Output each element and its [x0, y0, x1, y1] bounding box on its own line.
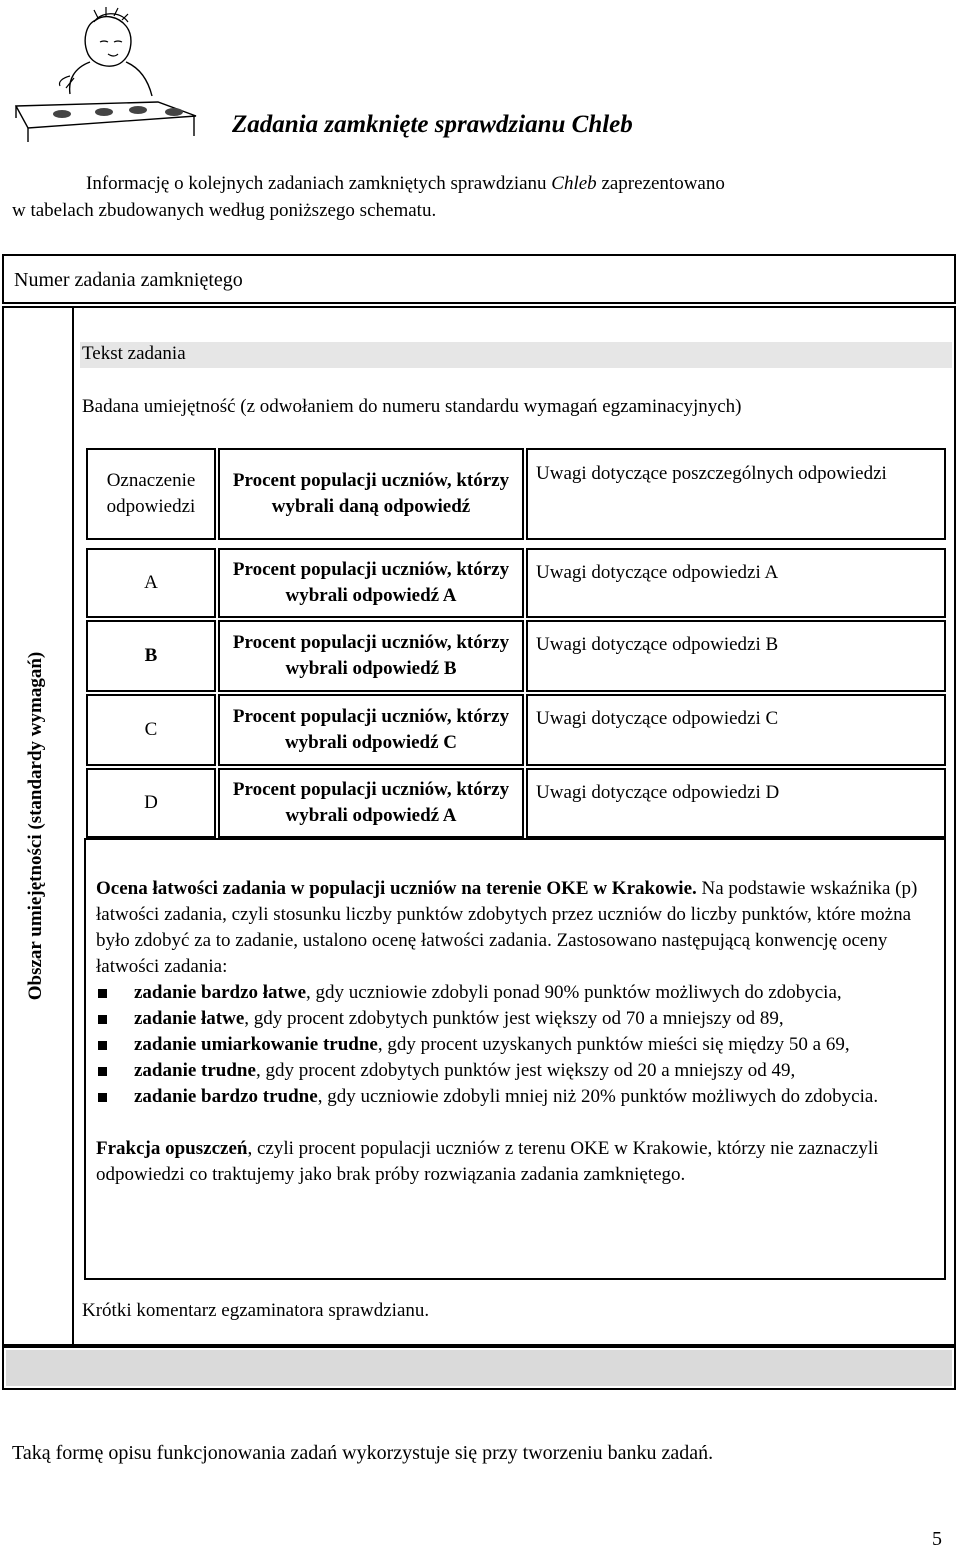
difficulty-paragraph: Ocena łatwości zadania w populacji uczniów na terenie OKE w Krakowie. Na podstawie wskaźnika (p) łatwości zadania, czyli stosunku liczby punktów zdobytych przez uczniów do liczby punktów, które można było zdobyć za to zadanie, ustalono ocenę łatwości zadania. Zastosowano następującą konwencję oceny łatwości zadania:	[96, 878, 918, 977]
difficulty-info-box	[84, 838, 946, 1280]
tested-skill-label: Badana umiejętność (z odwołaniem do numeru standardu wymagań egzaminacyjnych)	[82, 396, 742, 417]
square-bullet-icon	[98, 1067, 107, 1076]
task-text-band	[80, 342, 952, 368]
answer-percent: Procent populacji uczniów, którzy wybrali odpowiedź C	[218, 694, 524, 766]
child-illustration	[8, 6, 218, 146]
comment-band	[2, 1346, 956, 1390]
task-text-label: Tekst zadania	[82, 343, 186, 364]
list-item: zadanie łatwe, gdy procent zdobytych punktów jest większy od 70 a mniejszy od 89,	[96, 1006, 936, 1032]
header-answer-code: Oznaczenie odpowiedzi	[86, 448, 216, 540]
difficulty-scale-list	[96, 980, 936, 1110]
task-number-label: Numer zadania zamkniętego	[14, 269, 243, 291]
square-bullet-icon	[98, 1093, 107, 1102]
list-item: zadanie bardzo trudne, gdy uczniowie zdobyli mniej niż 20% punktów możliwych do zdobycia.	[96, 1084, 936, 1110]
closing-sentence: Taką formę opisu funkcjonowania zadań wykorzystuje się przy tworzeniu banku zadań.	[12, 1442, 714, 1464]
task-number-row	[2, 254, 956, 304]
header-percent: Procent populacji uczniów, którzy wybrali daną odpowiedź	[218, 448, 524, 540]
answer-remarks: Uwagi dotyczące odpowiedzi D	[526, 768, 946, 838]
list-item: zadanie bardzo łatwe, gdy uczniowie zdobyli ponad 90% punktów możliwych do zdobycia,	[96, 980, 936, 1006]
page-title: Zadania zamknięte sprawdzianu Chleb	[232, 111, 633, 138]
answer-remarks: Uwagi dotyczące odpowiedzi A	[526, 548, 946, 618]
square-bullet-icon	[98, 989, 107, 998]
square-bullet-icon	[98, 1015, 107, 1024]
examiner-comment-label: Krótki komentarz egzaminatora sprawdzianu.	[82, 1300, 430, 1321]
answer-letter: A	[86, 548, 216, 618]
square-bullet-icon	[98, 1041, 107, 1050]
answer-percent: Procent populacji uczniów, którzy wybrali odpowiedź B	[218, 620, 524, 692]
answer-remarks: Uwagi dotyczące odpowiedzi C	[526, 694, 946, 766]
omission-paragraph: Frakcja opuszczeń, czyli procent populacji uczniów z terenu OKE w Krakowie, którzy nie zaznaczyli odpowiedzi co traktujemy jako brak próby rozwiązania zadania zamkniętego.	[96, 1138, 879, 1185]
answer-letter: D	[86, 768, 216, 838]
header-remarks: Uwagi dotyczące poszczególnych odpowiedzi	[526, 448, 946, 540]
answer-percent: Procent populacji uczniów, którzy wybrali odpowiedź A	[218, 768, 524, 838]
page-number: 5	[932, 1528, 942, 1550]
intro-paragraph: Informację o kolejnych zadaniach zamkniętych sprawdzianu Chleb zaprezentowano w tabelach zbudowanych według poniższego schematu.	[12, 173, 725, 221]
list-item: zadanie trudne, gdy procent zdobytych punktów jest większy od 20 a mniejszy od 49,	[96, 1058, 936, 1084]
list-item: zadanie umiarkowanie trudne, gdy procent uzyskanych punktów mieści się między 50 a 69,	[96, 1032, 936, 1058]
answer-percent: Procent populacji uczniów, którzy wybrali odpowiedź A	[218, 548, 524, 618]
skill-area-vertical-label: Obszar umiejętności (standardy wymagań)	[25, 651, 46, 1001]
left-column-divider	[72, 306, 74, 1346]
answer-letter: C	[86, 694, 216, 766]
answer-letter: B	[86, 620, 216, 692]
answer-remarks: Uwagi dotyczące odpowiedzi B	[526, 620, 946, 692]
